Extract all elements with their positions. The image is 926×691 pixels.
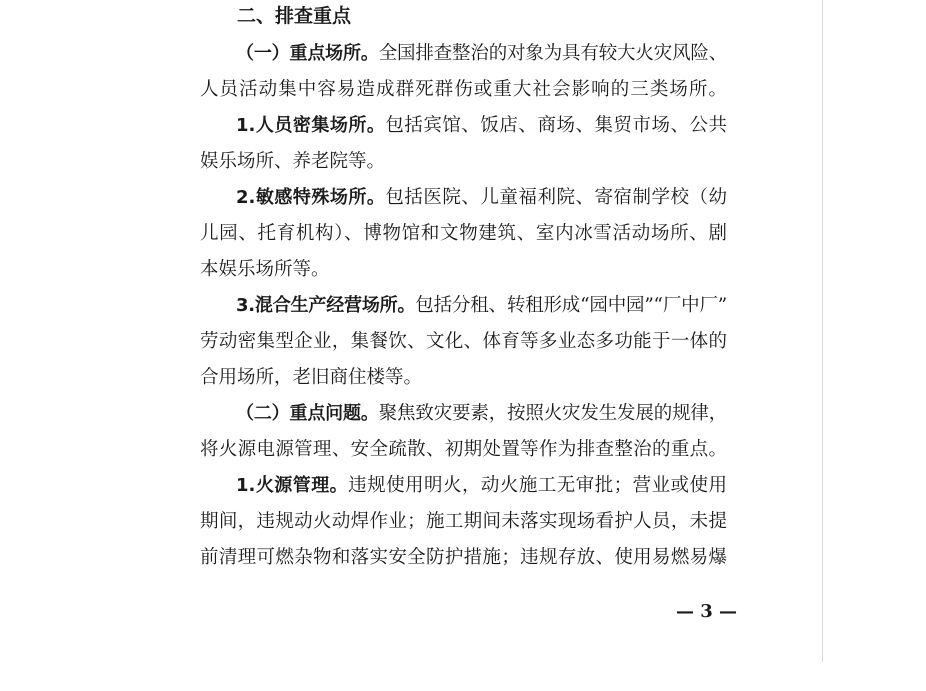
paragraph-3-line-2: 儿园、托育机构）、博物馆和文物建筑、室内冰雪活动场所、剧 — [200, 223, 727, 244]
paragraph-5-text: 聚焦致灾要素，按照火灾发生发展的规律， — [378, 403, 727, 424]
page-edge-divider — [822, 0, 823, 662]
paragraph-2-line-1 — [236, 111, 727, 141]
paragraph-3-text: 包括医院、儿童福利院、寄宿制学校（幼 — [385, 187, 727, 208]
paragraph-5-lead: （二）重点问题。 — [236, 403, 379, 424]
paragraph-2-line-2: 娱乐场所、养老院等。 — [200, 151, 386, 172]
paragraph-3-line-3: 本娱乐场所等。 — [200, 259, 330, 280]
paragraph-3-lead: 2.敏感特殊场所。 — [236, 187, 386, 208]
paragraph-4-text: 包括分租、转租形成“园中园”“厂中厂” — [415, 295, 727, 316]
paragraph-1-line-2: 人员活动集中容易造成群死群伤或重大社会影响的三类场所。 — [200, 79, 727, 100]
paragraph-1-text: 全国排查整治的对象为具有较大火灾风险、 — [378, 43, 727, 64]
paragraph-2-lead: 1.人员密集场所。 — [236, 115, 386, 136]
paragraph-4-line-2: 劳动密集型企业，集餐饮、文化、体育等多业态多功能于一体的 — [200, 331, 727, 352]
paragraph-2-text: 包括宾馆、饭店、商场、集贸市场、公共 — [385, 115, 727, 136]
paragraph-4-lead: 3.混合生产经营场所。 — [236, 295, 416, 316]
page-number: — 3 — — [676, 601, 738, 622]
paragraph-6-text: 违规使用明火，动火施工无审批；营业或使用 — [348, 475, 727, 496]
paragraph-1-lead: （一）重点场所。 — [236, 43, 379, 64]
paragraph-3-line-1 — [236, 183, 727, 213]
paragraph-6-line-1 — [236, 471, 727, 501]
paragraph-4-line-3: 合用场所，老旧商住楼等。 — [200, 367, 423, 388]
paragraph-1-line-1 — [236, 39, 727, 69]
paragraph-4-line-1 — [236, 291, 727, 321]
paragraph-6-line-2: 期间，违规动火动焊作业；施工期间未落实现场看护人员，未提 — [200, 511, 727, 532]
paragraph-6-lead: 1.火源管理。 — [236, 475, 349, 496]
section-heading: 二、排查重点 — [237, 5, 352, 27]
paragraph-5-line-1 — [236, 399, 727, 429]
paragraph-5-line-2: 将火源电源管理、安全疏散、初期处置等作为排查整治的重点。 — [200, 439, 727, 460]
paragraph-6-line-3: 前清理可燃杂物和落实安全防护措施；违规存放、使用易燃易爆 — [200, 547, 727, 568]
